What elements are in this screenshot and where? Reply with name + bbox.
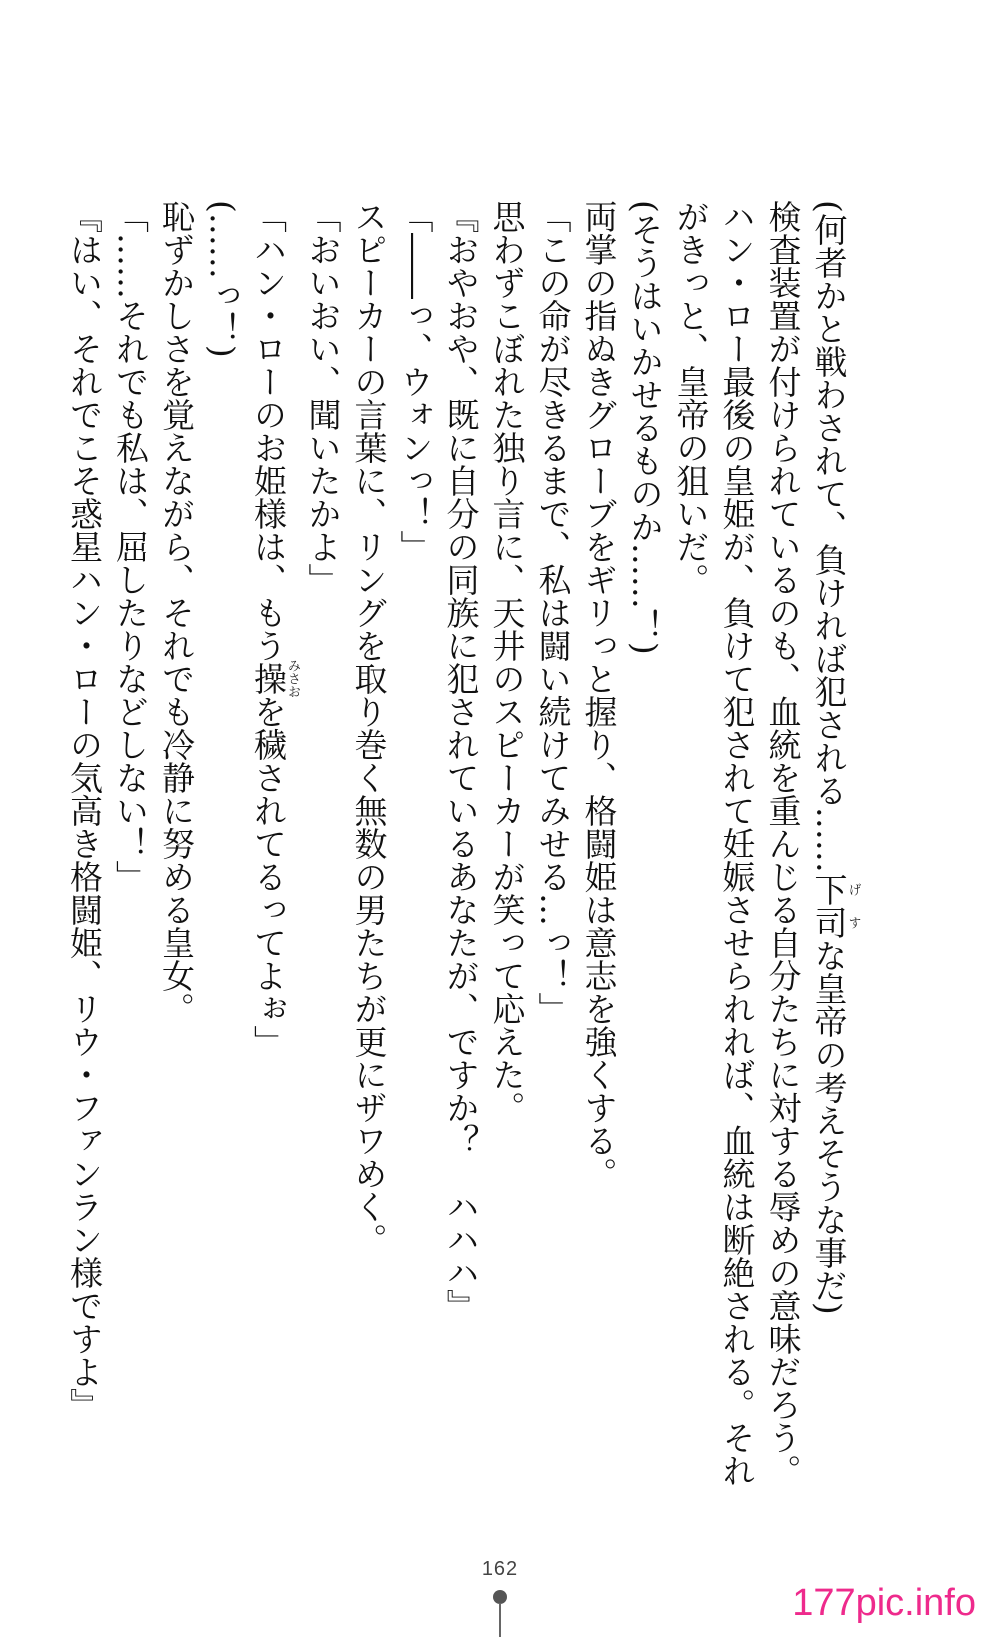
ruby-misao (249, 659, 300, 698)
text-line-5: (そうはいかせるものか……！) (625, 200, 665, 655)
text-line-9: 『おやおや、既に自分の同族に犯されているあなたが、ですか？ ハハハ』 (441, 200, 481, 1322)
ruby-misao-base: 操 (249, 659, 288, 698)
page-number: 162 (481, 1558, 519, 1580)
text-line-3: ハン・ロー最後の皇姫が、負けて犯されて妊娠させられれば、血統は断絶される。それ (717, 200, 757, 1487)
text-line-13 (245, 200, 300, 1310)
text-line-6: 両掌の指ぬきグローブをギリっと握り、格闘姫は意志を強くする。 (579, 200, 619, 1190)
page-marker-stem (499, 1603, 501, 1637)
text-line-10: 「――っ、ウォンっ！」 (395, 200, 435, 563)
text-line-8: 思わずこぼれた独り言に、天井のスピーカーが笑って応えた。 (487, 200, 527, 1124)
watermark: 177pic.info (792, 1582, 976, 1624)
text-line-11: スピーカーの言葉に、リングを取り巻く無数の男たちが更にザワめく。 (349, 200, 389, 1256)
ruby-gesu (809, 872, 861, 939)
ruby-misao-reading: みさお (285, 659, 300, 698)
text-line-1-tail: な皇帝の考えそうな事だ) (809, 938, 849, 1315)
ruby-gesu-reading: げす (845, 872, 861, 939)
text-line-7: 「この命が尽きるまで、私は闘い続けてみせる…っ！」 (533, 200, 573, 1025)
ruby-gesu-base: 下司 (809, 872, 849, 939)
page-marker-dot-icon (493, 1590, 507, 1604)
text-line-15: 恥ずかしさを覚えながら、それでも冷静に努める皇女。 (157, 200, 196, 1025)
text-line-1 (806, 200, 861, 1315)
text-line-1-main: (何者かと戦わされて、負ければ犯される…… (809, 200, 849, 873)
text-line-16: 「……それでも私は、屈したりなどしない！」 (111, 200, 150, 893)
text-line-17: 『はい、それでこそ惑星ハン・ローの気高き格闘姫、リウ・ファンラン様ですよ』 (65, 200, 104, 1421)
text-line-13-main: 「ハン・ローのお姫様は、もう (249, 200, 288, 662)
vertical-text-body (65, 200, 861, 1487)
text-line-12: 「おいおい、聞いたかよ」 (303, 200, 343, 596)
text-line-13-tail: を穢されてるってよぉ」 (249, 695, 288, 1058)
text-line-2: 検査装置が付けられているのも、血統を重んじる自分たちに対する辱めの意味だろう。 (763, 200, 803, 1487)
text-line-4: がきっと、皇帝の狙いだ。 (671, 200, 711, 596)
text-line-14: (……っ！) (203, 200, 242, 358)
